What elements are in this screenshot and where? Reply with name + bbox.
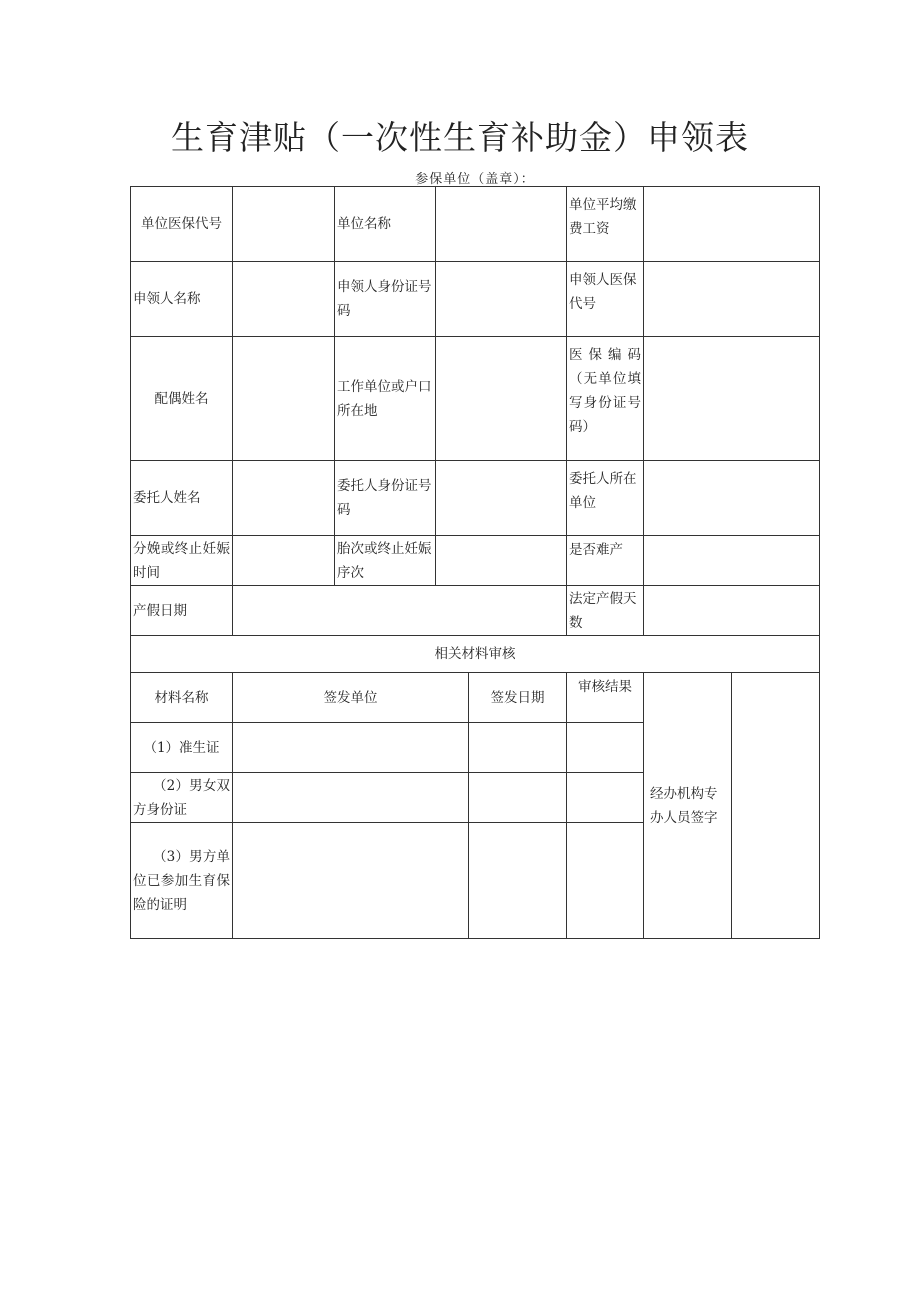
trustee-name-field[interactable]: [233, 461, 335, 536]
applicant-id-label: 申领人身份证号码: [335, 262, 436, 337]
spouse-name-field[interactable]: [233, 337, 335, 461]
material-3-result-field[interactable]: [567, 823, 644, 939]
work-or-residence-field[interactable]: [436, 337, 567, 461]
applicant-id-field[interactable]: [436, 262, 567, 337]
review-result-header: 审核结果: [567, 673, 644, 723]
trustee-unit-label: 委托人所在单位: [567, 461, 644, 536]
unit-avg-wage-label: 单位平均缴费工资: [567, 187, 644, 262]
insured-unit-stamp-label: 参保单位（盖章）：: [415, 172, 535, 187]
applicant-medical-code-label: 申领人医保代号: [567, 262, 644, 337]
issuer-header: 签发单位: [233, 673, 469, 723]
work-or-residence-label: 工作单位或户口所在地: [335, 337, 436, 461]
birth-order-field[interactable]: [436, 536, 567, 586]
page-title: 生育津贴（一次性生育补助金）申领表: [171, 118, 749, 157]
dystocia-label: 是否难产: [567, 536, 644, 586]
material-1-issuer-field[interactable]: [233, 723, 469, 773]
trustee-id-label: 委托人身份证号码: [335, 461, 436, 536]
unit-medical-code-label: 单位医保代号: [131, 187, 233, 262]
spouse-name-label: 配偶姓名: [131, 337, 233, 461]
issue-date-header: 签发日期: [469, 673, 567, 723]
maternity-leave-date-field[interactable]: [233, 586, 567, 636]
material-item-1: （1）准生证: [131, 723, 233, 773]
material-item-2: （2）男女双方身份证: [131, 773, 233, 823]
application-form-table: [130, 186, 820, 939]
material-name-header: 材料名称: [131, 673, 233, 723]
material-item-3: （3）男方单位已参加生育保险的证明: [131, 823, 233, 939]
legal-leave-days-field[interactable]: [644, 586, 820, 636]
medical-code-note-label: 医保编码（无单位填写身份证号码）: [567, 337, 644, 461]
unit-medical-code-field[interactable]: [233, 187, 335, 262]
material-3-date-field[interactable]: [469, 823, 567, 939]
material-2-date-field[interactable]: [469, 773, 567, 823]
material-review-section-title: 相关材料审核: [131, 636, 820, 673]
applicant-name-label: 申领人名称: [131, 262, 233, 337]
trustee-unit-field[interactable]: [644, 461, 820, 536]
staff-signature-field[interactable]: [732, 673, 820, 939]
material-2-result-field[interactable]: [567, 773, 644, 823]
applicant-name-field[interactable]: [233, 262, 335, 337]
material-1-result-field[interactable]: [567, 723, 644, 773]
applicant-medical-code-field[interactable]: [644, 262, 820, 337]
unit-name-field[interactable]: [436, 187, 567, 262]
delivery-time-field[interactable]: [233, 536, 335, 586]
trustee-id-field[interactable]: [436, 461, 567, 536]
medical-code-field[interactable]: [644, 337, 820, 461]
unit-avg-wage-field[interactable]: [644, 187, 820, 262]
birth-order-label: 胎次或终止妊娠序次: [335, 536, 436, 586]
material-3-issuer-field[interactable]: [233, 823, 469, 939]
dystocia-field[interactable]: [644, 536, 820, 586]
maternity-leave-date-label: 产假日期: [131, 586, 233, 636]
material-2-issuer-field[interactable]: [233, 773, 469, 823]
legal-leave-days-label: 法定产假天数: [567, 586, 644, 636]
trustee-name-label: 委托人姓名: [131, 461, 233, 536]
delivery-time-label: 分娩或终止妊娠时间: [131, 536, 233, 586]
material-1-date-field[interactable]: [469, 723, 567, 773]
staff-signature-label: 经办机构专办人员签字: [644, 673, 732, 939]
unit-name-label: 单位名称: [335, 187, 436, 262]
